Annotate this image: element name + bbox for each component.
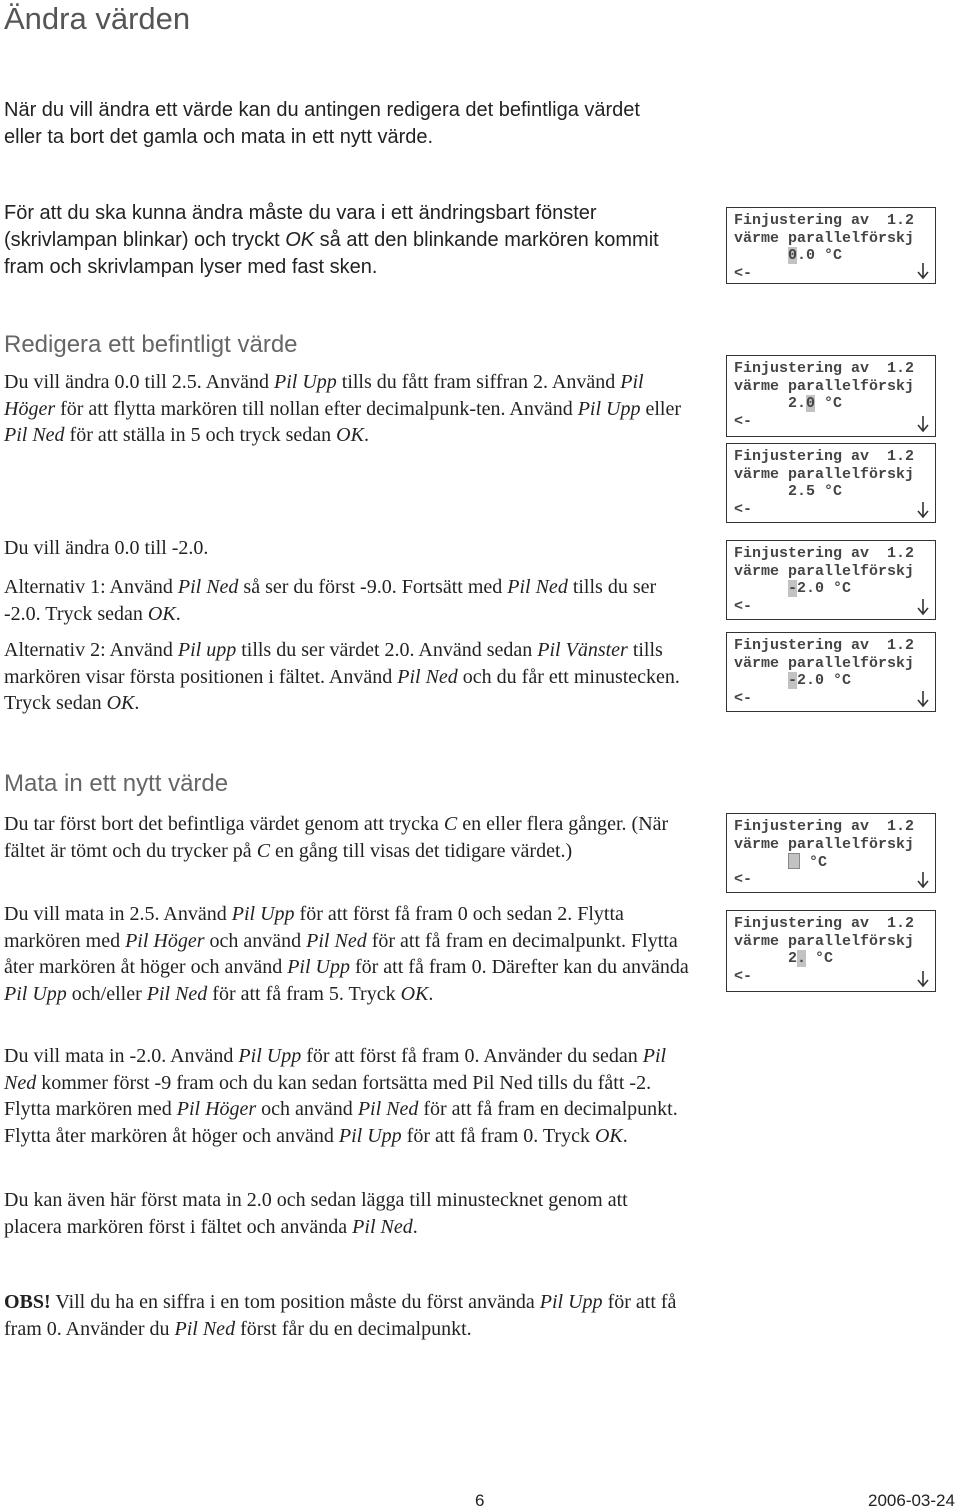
new-paragraph-1: Du tar först bort det befintliga värdet genom att trycka C en eller flera gånger. (När fältet är tömt och du trycker på C en gång till visas det tidigare värdet.) [4,813,669,862]
down-arrow-icon [916,598,930,616]
lcd-value-line: 0.0 °C [788,247,843,264]
down-arrow-icon [916,501,930,519]
obs-label: OBS! [4,1291,51,1313]
edit-example-1: Du vill ändra 0.0 till 2.5. Använd Pil Upp tills du fått fram siffran 2. Använd Pil Höger för att flytta markören till nollan efter decimalpunk-ten. Använd Pil Upp eller Pil Ned för att ställa in 5 och tryck sedan OK. [4,371,682,446]
down-arrow-icon [916,262,930,280]
lcd-cursor: 0 [788,247,798,264]
lcd-display-edit-step-1: Finjustering av 1.2 värme parallelförskj 2.0 °C <- [726,355,936,437]
lcd-line-2: värme parallelförskj [734,229,915,247]
lcd-cursor [788,853,800,869]
down-arrow-icon [916,415,930,433]
lcd-display-initial [726,207,936,284]
edit-alternative-2: Alternativ 2: Använd Pil upp tills du ser värdet 2.0. Använd sedan Pil Vänster tills markören visar första positionen i fältet. Använd Pil Ned och du får ett minustecken. Tryck sedan OK. [4,639,680,714]
lcd-display-new-entry: Finjustering av 1.2 värme parallelförskj 2. °C <- [726,910,936,992]
down-arrow-icon [916,871,930,889]
lcd-cursor: . [797,950,807,967]
edit-alternative-1: Alternativ 1: Använd Pil Ned så ser du först -9.0. Fortsätt med Pil Ned tills du ser -2.0. Tryck sedan OK. [4,576,657,625]
down-arrow-icon [916,970,930,988]
lcd-display-cleared: Finjustering av 1.2 värme parallelförskj °C <- [726,813,936,893]
lcd-cursor: - [788,672,798,689]
footer-date: 2006-03-24 [868,1491,955,1510]
lcd-back-arrow: <- [734,264,753,282]
section-heading-new: Mata in ett nytt värde [4,770,229,797]
lcd-cursor: 0 [806,395,816,412]
page-title: Ändra värden [4,1,191,36]
section-heading-edit: Redigera ett befintligt värde [4,331,298,358]
lcd-display-alt-2: Finjustering av 1.2 värme parallelförskj -2.0 °C <- [726,632,936,712]
precondition-paragraph: För att du ska kunna ändra måste du vara i ett ändringsbart fönster (skrivlampan blinkar) och tryckt OK så att den blinkande markören kommit fram och skrivlampan lyser med fast sken. [4,202,659,278]
lcd-display-alt-1: Finjustering av 1.2 värme parallelförskj -2.0 °C <- [726,540,936,620]
lcd-cursor: - [788,580,798,597]
page-number: 6 [475,1491,485,1510]
edit-example-2-intro: Du vill ändra 0.0 till -2.0. [4,537,209,559]
lcd-line-1: Finjustering av 1.2 [734,212,915,229]
new-paragraph-4: Du kan även här först mata in 2.0 och sedan lägga till minustecknet genom att placera markören först i fältet och använda Pil Ned. [4,1189,628,1238]
down-arrow-icon [916,690,930,708]
lcd-display-edit-step-2: Finjustering av 1.2 värme parallelförskj 2.5 °C <- [726,443,936,523]
intro-paragraph: När du vill ändra ett värde kan du antingen redigera det befintliga värdet eller ta bort det gamla och mata in ett nytt värde. [4,99,640,148]
obs-note: OBS! Vill du ha en siffra i en tom position måste du först använda Pil Upp för att få fram 0. Använder du Pil Ned först får du en decimalpunkt. [4,1291,677,1340]
new-paragraph-3: Du vill mata in -2.0. Använd Pil Upp för att först få fram 0. Använder du sedan Pil Ned kommer först -9 fram och du kan sedan fortsätta med Pil Ned tills du fått -2. Flytta markören med Pil Höger och använd Pil Ned för att få fram en decimalpunkt. Flytta åter markören åt höger och använd Pil Upp för att få fram 0. Tryck OK. [4,1045,678,1147]
new-paragraph-2: Du vill mata in 2.5. Använd Pil Upp för att först få fram 0 och sedan 2. Flytta markören med Pil Höger och använd Pil Ned för att få fram en decimalpunkt. Flytta åter markören åt höger och använd Pil Upp för att få fram 0. Därefter kan du använda Pil Upp och/eller Pil Ned för att få fram 5. Tryck OK. [4,903,689,1005]
